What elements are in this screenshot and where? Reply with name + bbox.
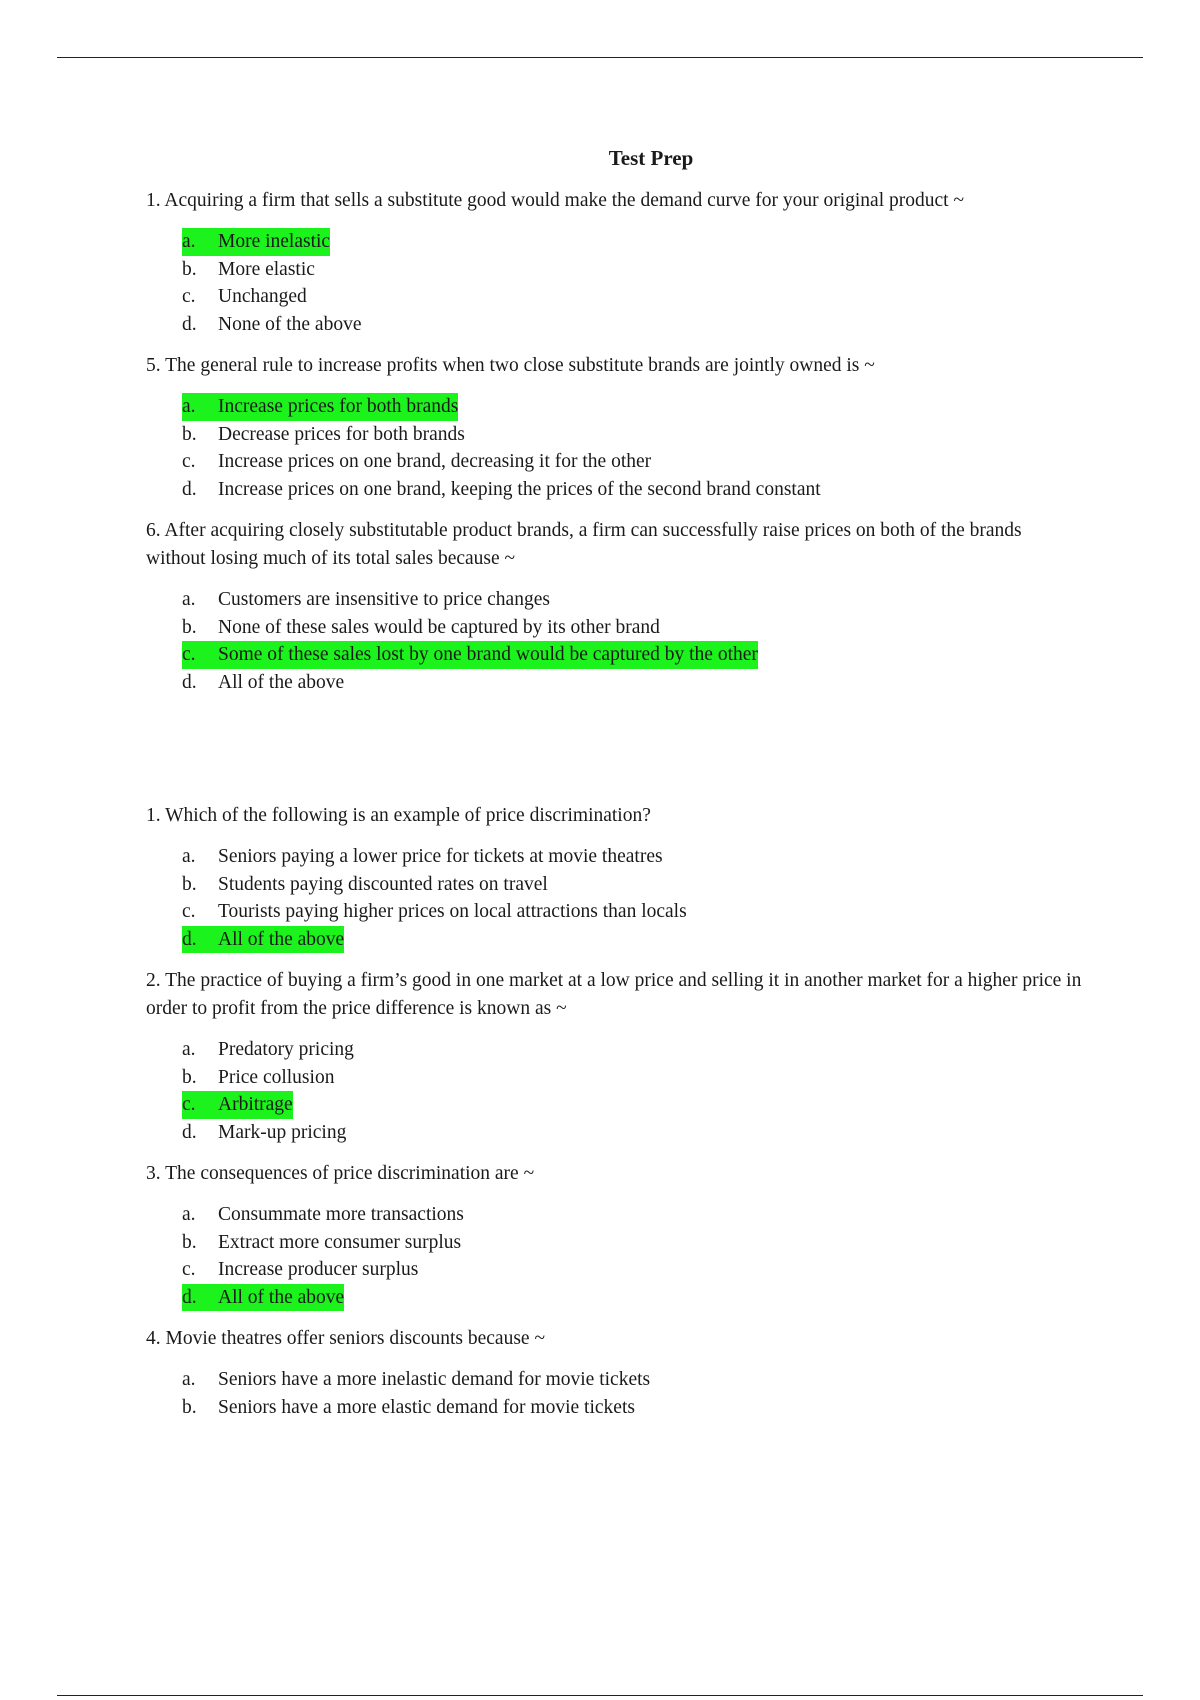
answer-option-correct xyxy=(182,1284,1086,1312)
question-text: 4. Movie theatres offer seniors discounts because ~ xyxy=(146,1328,545,1349)
answer-option-correct xyxy=(182,926,1086,954)
option-text: Customers are insensitive to price changes xyxy=(218,589,550,610)
answer-options xyxy=(182,1366,1086,1421)
option-text: Decrease prices for both brands xyxy=(218,423,465,445)
option-text: All of the above xyxy=(218,671,345,693)
option-text: More inelastic xyxy=(218,231,331,252)
answer-option xyxy=(182,1394,1086,1422)
option-text: Unchanged xyxy=(218,286,307,307)
option-letter: c. xyxy=(182,451,196,472)
question-text: 1. Acquiring a firm that sells a substitute good would make the demand curve for your original product ~ xyxy=(146,190,964,211)
answer-option xyxy=(182,1064,1086,1092)
option-letter: b. xyxy=(182,1231,197,1253)
answer-option xyxy=(182,448,1086,476)
option-letter: b. xyxy=(182,258,197,280)
answer-options xyxy=(182,1201,1086,1311)
answer-option xyxy=(182,1256,1086,1284)
answer-option-correct xyxy=(182,228,1086,256)
answer-option xyxy=(182,421,1086,449)
option-text: Students paying discounted rates on travel xyxy=(218,873,548,895)
option-letter: b. xyxy=(182,873,197,895)
bottom-rule xyxy=(57,1695,1143,1696)
option-letter: c. xyxy=(182,901,196,922)
option-letter: d. xyxy=(182,671,197,693)
option-letter: a. xyxy=(182,1369,196,1390)
answer-option xyxy=(182,586,1086,614)
option-text: Seniors paying a lower price for tickets at movie theatres xyxy=(218,846,663,867)
question-text: 3. The consequences of price discrimination are ~ xyxy=(146,1163,535,1184)
option-letter: a. xyxy=(182,846,196,867)
section-gap xyxy=(146,710,1086,802)
answer-option xyxy=(182,1036,1086,1064)
option-text: All of the above xyxy=(218,1286,345,1308)
answer-option xyxy=(182,843,1086,871)
answer-options xyxy=(182,228,1086,338)
document-title: Test Prep xyxy=(608,146,694,170)
option-letter: d. xyxy=(182,928,197,950)
answer-option xyxy=(182,1201,1086,1229)
document-body xyxy=(146,143,1086,1435)
answer-option xyxy=(182,614,1086,642)
answer-options xyxy=(182,843,1086,953)
option-text: None of the above xyxy=(218,313,362,335)
option-text: Predatory pricing xyxy=(218,1039,354,1060)
option-letter: d. xyxy=(182,1286,197,1308)
answer-option xyxy=(182,283,1086,311)
option-text: Seniors have a more elastic demand for movie tickets xyxy=(218,1396,635,1418)
option-text: Increase prices on one brand, keeping the prices of the second brand constant xyxy=(218,478,821,500)
option-letter: c. xyxy=(182,644,196,665)
option-letter: b. xyxy=(182,1066,197,1088)
answer-option xyxy=(182,476,1086,504)
option-text: Consummate more transactions xyxy=(218,1204,464,1225)
option-text: Seniors have a more inelastic demand for movie tickets xyxy=(218,1369,651,1390)
option-letter: a. xyxy=(182,589,196,610)
option-letter: a. xyxy=(182,396,196,417)
question-text: 2. The practice of buying a firm’s good in one market at a low price and selling it in another market for a higher price in order to profit from the price difference is known as ~ xyxy=(146,970,1082,1019)
option-letter: a. xyxy=(182,1204,196,1225)
option-text: Tourists paying higher prices on local attractions than locals xyxy=(218,901,687,922)
answer-option xyxy=(182,1119,1086,1147)
option-text: Increase prices for both brands xyxy=(218,396,459,417)
answer-options xyxy=(182,586,1086,696)
answer-option xyxy=(182,256,1086,284)
option-letter: d. xyxy=(182,478,197,500)
option-text: Some of these sales lost by one brand would be captured by the other xyxy=(218,644,758,665)
answer-option xyxy=(182,1366,1086,1394)
question-text: 5. The general rule to increase profits when two close substitute brands are jointly owned is ~ xyxy=(146,355,875,376)
question-text: 6. After acquiring closely substitutable product brands, a firm can successfully raise prices on both of the brands without losing much of its total sales because ~ xyxy=(146,520,1022,569)
option-text: Increase producer surplus xyxy=(218,1259,419,1280)
answer-option-correct xyxy=(182,393,1086,421)
option-letter: b. xyxy=(182,423,197,445)
option-letter: b. xyxy=(182,1396,197,1418)
option-letter: c. xyxy=(182,1094,196,1115)
question-text: 1. Which of the following is an example of price discrimination? xyxy=(146,805,651,826)
option-letter: a. xyxy=(182,1039,196,1060)
option-text: Mark-up pricing xyxy=(218,1121,347,1143)
option-text: More elastic xyxy=(218,258,315,280)
option-text: Arbitrage xyxy=(218,1094,293,1115)
option-letter: c. xyxy=(182,1259,196,1280)
answer-options xyxy=(182,393,1086,503)
option-text: Price collusion xyxy=(218,1066,335,1088)
option-letter: b. xyxy=(182,616,197,638)
option-letter: d. xyxy=(182,1121,197,1143)
answer-options xyxy=(182,1036,1086,1146)
answer-option xyxy=(182,1229,1086,1257)
option-text: Increase prices on one brand, decreasing it for the other xyxy=(218,451,652,472)
option-letter: d. xyxy=(182,313,197,335)
option-letter: c. xyxy=(182,286,196,307)
top-rule xyxy=(57,57,1143,58)
answer-option-correct xyxy=(182,641,1086,669)
answer-option xyxy=(182,669,1086,697)
option-letter: a. xyxy=(182,231,196,252)
answer-option xyxy=(182,898,1086,926)
option-text: All of the above xyxy=(218,928,345,950)
answer-option xyxy=(182,311,1086,339)
answer-option-correct xyxy=(182,1091,1086,1119)
option-text: None of these sales would be captured by its other brand xyxy=(218,616,660,638)
answer-option xyxy=(182,871,1086,899)
option-text: Extract more consumer surplus xyxy=(218,1231,462,1253)
